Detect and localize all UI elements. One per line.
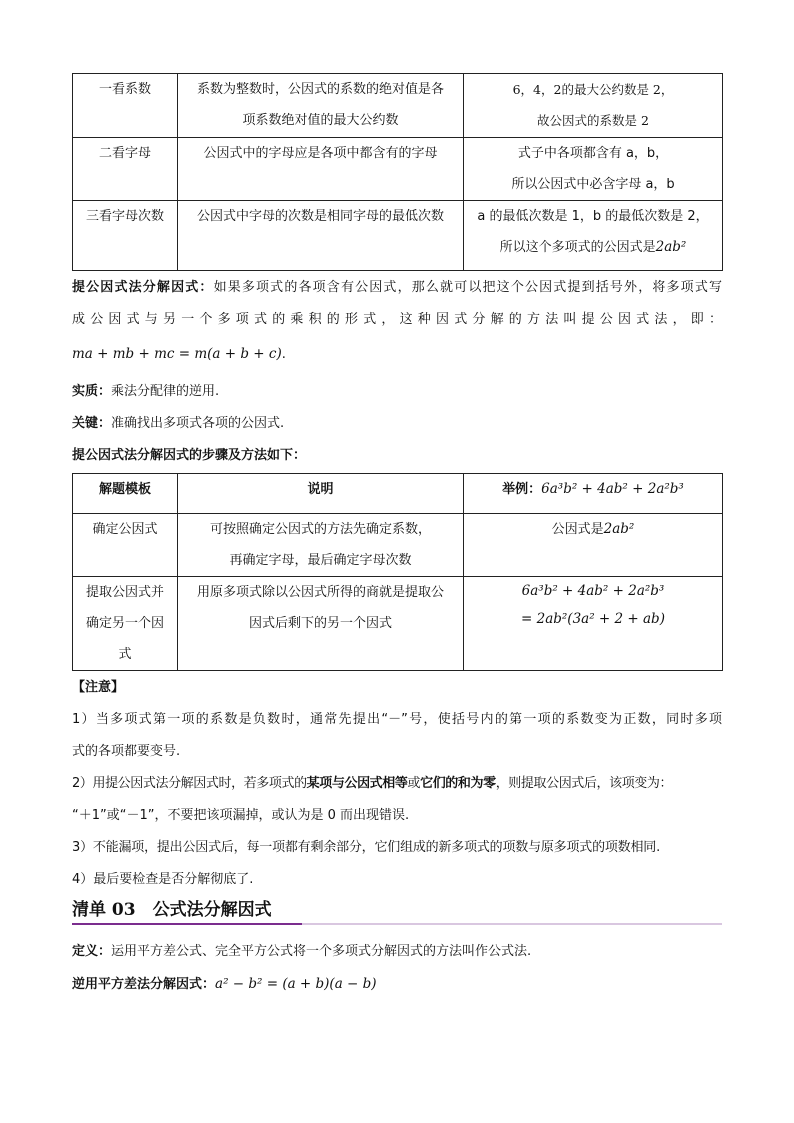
table-cell-step: 提取公因式并 确定另一个因 式 <box>73 577 178 671</box>
table-cell-description: 公因式中的字母应是各项中都含有的字母 <box>178 138 464 201</box>
table-cell-step: 确定公因式 <box>73 514 178 577</box>
table-cell-step: 一看系数 <box>73 74 178 138</box>
note-2-line-1: 2）用提公因式法分解因式时，若多项式的某项与公因式相等或它们的和为零，则提取公因式后，该项变为： <box>72 776 673 791</box>
table-cell-step: 三看字母次数 <box>73 201 178 271</box>
table-cell-description: 可按照确定公因式的方法先确定系数， 再确定字母，最后确定字母次数 <box>178 514 464 577</box>
note-1-line-2: 式的各项都要变号. <box>72 744 181 759</box>
formula-method-definition: 定义：运用平方差公式、完全平方公式将一个多项式分解因式的方法叫作公式法. <box>72 944 532 959</box>
table-cell-description: 系数为整数时，公因式的系数的绝对值是各 项系数绝对值的最大公约数 <box>178 74 464 138</box>
notes-title: 【注意】 <box>72 680 125 695</box>
table-row <box>73 514 723 577</box>
definition-line-1: 提公因式法分解因式：如果多项式的各项含有公因式，那么就可以把这个公因式提到括号外，将多项式写 <box>72 280 722 295</box>
table-cell-description: 公因式中字母的次数是相同字母的最低次数 <box>178 201 464 271</box>
key-line: 关键：准确找出多项式各项的公因式. <box>72 416 285 431</box>
definition-formula: ma + mb + mc = m(a + b + c). <box>72 346 286 362</box>
table-cell-example: 6a³b² + 4ab² + 2a²b³ = 2ab²(3a² + 2 + ab) <box>464 577 723 671</box>
steps-title: 提公因式法分解因式的步骤及方法如下： <box>72 448 307 463</box>
header-example: 举例：6a³b² + 4ab² + 2a²b³ <box>464 474 723 514</box>
table-cell-step: 二看字母 <box>73 138 178 201</box>
common-factor-table <box>72 73 723 271</box>
note-3: 3）不能漏项，提出公因式后，每一项都有剩余部分，它们组成的新多项式的项数与原多项式的项数相同. <box>72 840 661 855</box>
table-cell-description: 用原多项式除以公因式所得的商就是提取公 因式后剩下的另一个因式 <box>178 577 464 671</box>
table-row <box>73 201 723 271</box>
definition-line-2: 成公因式与另一个多项式的乘积的形式，这种因式分解的方法叫提公因式法，即： <box>72 312 722 327</box>
math-expression: 2ab² <box>655 239 687 255</box>
header-template: 解题模板 <box>73 474 178 514</box>
section-heading: 清单 03 公式法分解因式 <box>72 900 272 920</box>
table-cell-example: 公因式是2ab² <box>464 514 723 577</box>
table-row <box>73 577 723 671</box>
table-cell-example: 6，4，2的最大公约数是 2， 故公因式的系数是 2 <box>464 74 723 138</box>
table-cell-example: 式子中各项都含有 a，b， 所以公因式中必含字母 a，b <box>464 138 723 201</box>
note-1-line-1: 1）当多项式第一项的系数是负数时，通常先提出“－”号，使括号内的第一项的系数变为正数，同时多项 <box>72 712 722 727</box>
essence-line: 实质：乘法分配律的逆用. <box>72 384 220 399</box>
table-row <box>73 74 723 138</box>
section-underline <box>72 923 722 925</box>
steps-table <box>72 473 723 671</box>
table-header-row <box>73 474 723 514</box>
header-explanation: 说明 <box>178 474 464 514</box>
table-row <box>73 138 723 201</box>
note-4: 4）最后要检查是否分解彻底了. <box>72 872 254 887</box>
table-cell-example: a 的最低次数是 1，b 的最低次数是 2， 所以这个多项式的公因式是2ab² <box>464 201 723 271</box>
difference-of-squares-line: 逆用平方差法分解因式：a² − b² = (a + b)(a − b) <box>72 976 377 992</box>
note-2-line-2: “＋1”或“－1”，不要把该项漏掉，或认为是 0 而出现错误. <box>72 808 410 823</box>
